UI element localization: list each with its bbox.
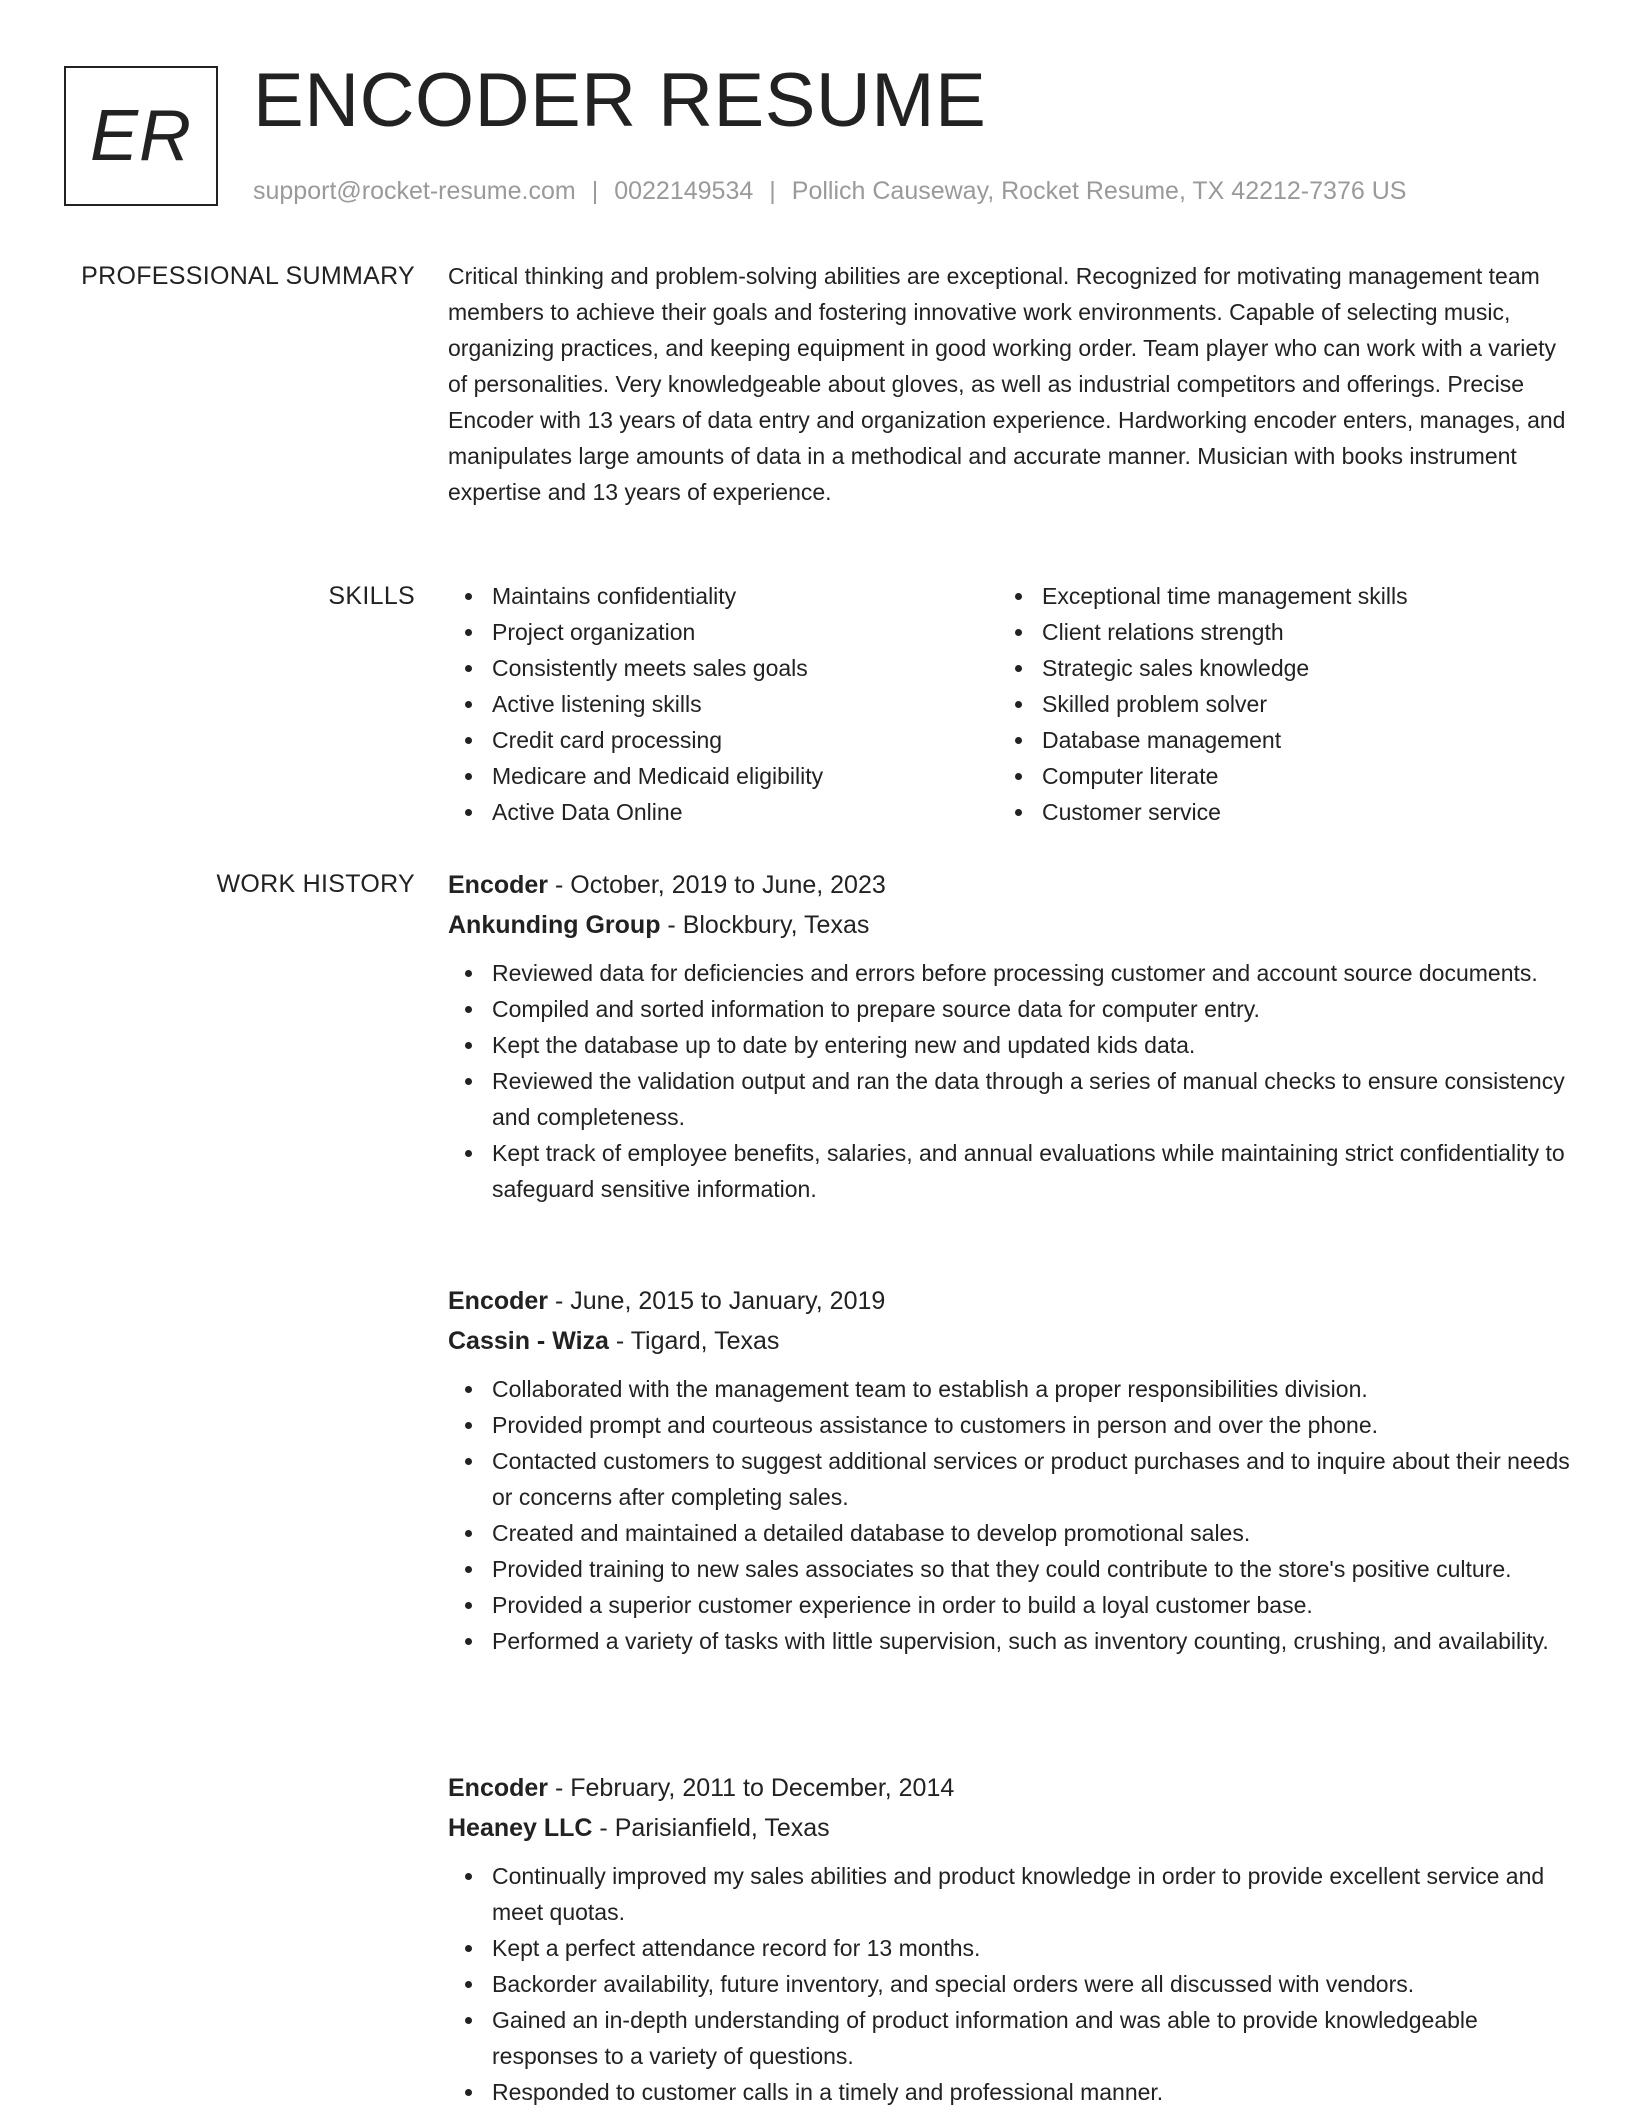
skill-item: Maintains confidentiality <box>492 578 998 614</box>
job-duty: Provided prompt and courteous assistance to customers in person and over the phone. <box>492 1407 1570 1443</box>
resume-name: ENCODER RESUME <box>253 58 987 143</box>
skill-item: Active Data Online <box>492 794 998 830</box>
job-role: Encoder <box>448 1287 549 1315</box>
job-company-line <box>448 1808 1570 1848</box>
section-title-skills: SKILLS <box>328 582 415 610</box>
contact-phone[interactable]: 0022149534 <box>614 177 754 205</box>
job-duty: Reviewed the validation output and ran the data through a series of manual checks to ensure consistency and completeness. <box>492 1063 1570 1135</box>
job-company: Cassin - Wiza <box>448 1327 609 1355</box>
section-title-work-history: WORK HISTORY <box>216 870 415 898</box>
job-company-line <box>448 905 1570 945</box>
skill-item: Client relations strength <box>1042 614 1548 650</box>
skills-columns <box>448 578 1570 830</box>
job-role-line <box>448 865 1570 905</box>
skill-item: Credit card processing <box>492 722 998 758</box>
job-location: Blockbury, Texas <box>682 911 870 939</box>
job-duty: Compiled and sorted information to prepare source data for computer entry. <box>492 991 1570 1027</box>
job-duty: Responded to customer calls in a timely and professional manner. <box>492 2074 1570 2110</box>
contact-email[interactable]: support@rocket-resume.com <box>253 177 576 205</box>
job-duty: Created and maintained a detailed database to develop promotional sales. <box>492 1515 1570 1551</box>
contact-address: Pollich Causeway, Rocket Resume, TX 42212-7376 US <box>791 177 1407 205</box>
job-duty: Performed a variety of tasks with little supervision, such as inventory counting, crushing, and availability. <box>492 1623 1570 1659</box>
skill-item: Database management <box>1042 722 1548 758</box>
job-location: Tigard, Texas <box>630 1327 780 1355</box>
job-duties-list <box>448 955 1570 1207</box>
job-location: Parisianfield, Texas <box>614 1814 830 1842</box>
dash-separator: - <box>548 871 571 899</box>
skills-list-left <box>448 578 998 830</box>
contact-line <box>253 174 1406 208</box>
contact-separator: | <box>769 177 776 205</box>
job-duties-list <box>448 1858 1570 2110</box>
dash-separator: - <box>608 1327 631 1355</box>
job-entry <box>448 1768 1570 2110</box>
skill-item: Project organization <box>492 614 998 650</box>
skill-item: Skilled problem solver <box>1042 686 1548 722</box>
monogram-initials: ER <box>89 96 193 176</box>
job-duty: Collaborated with the management team to establish a proper responsibilities division. <box>492 1371 1570 1407</box>
job-duty: Kept the database up to date by entering new and updated kids data. <box>492 1027 1570 1063</box>
job-duty: Reviewed data for deficiencies and errors before processing customer and account source documents. <box>492 955 1570 991</box>
job-duty: Provided a superior customer experience in order to build a loyal customer base. <box>492 1587 1570 1623</box>
job-duty: Continually improved my sales abilities and product knowledge in order to provide excellent service and meet quotas. <box>492 1858 1570 1930</box>
job-dates: June, 2015 to January, 2019 <box>570 1287 886 1315</box>
job-duty: Kept track of employee benefits, salaries, and annual evaluations while maintaining strict confidentiality to safeguard sensitive information. <box>492 1135 1570 1207</box>
job-duties-list <box>448 1371 1570 1659</box>
skill-item: Exceptional time management skills <box>1042 578 1548 614</box>
skill-item: Medicare and Medicaid eligibility <box>492 758 998 794</box>
skill-item: Consistently meets sales goals <box>492 650 998 686</box>
job-role-line <box>448 1281 1570 1321</box>
job-duty: Provided training to new sales associates so that they could contribute to the store's positive culture. <box>492 1551 1570 1587</box>
skill-item: Active listening skills <box>492 686 998 722</box>
skills-column-left <box>448 578 998 830</box>
monogram-box <box>64 66 218 206</box>
contact-separator: | <box>591 177 599 205</box>
job-duty: Kept a perfect attendance record for 13 months. <box>492 1930 1570 1966</box>
dash-separator: - <box>660 911 683 939</box>
summary-body <box>448 258 1570 510</box>
job-role: Encoder <box>448 871 549 899</box>
skills-list-right <box>998 578 1548 830</box>
job-company-line <box>448 1321 1570 1361</box>
skill-item: Computer literate <box>1042 758 1548 794</box>
job-entry <box>448 1281 1570 1659</box>
job-company: Heaney LLC <box>448 1814 593 1842</box>
job-role: Encoder <box>448 1774 549 1802</box>
job-duty: Contacted customers to suggest additional services or product purchases and to inquire about their needs or concerns after completing sales. <box>492 1443 1570 1515</box>
skill-item: Customer service <box>1042 794 1548 830</box>
summary-text: Critical thinking and problem-solving abilities are exceptional. Recognized for motivating management team members to achieve their goals and fostering innovative work environments. Capable of selecting music, organizing practices, and keeping equipment in good working order. Team player who can work with a variety of personalities. Very knowledgeable about gloves, as well as industrial competitors and offerings. Precise Encoder with 13 years of data entry and organization experience. Hardworking encoder enters, manages, and manipulates large amounts of data in a methodical and accurate manner. Musician with books instrument expertise and 13 years of experience. <box>448 263 1566 505</box>
job-dates: October, 2019 to June, 2023 <box>570 871 886 899</box>
job-entry <box>448 865 1570 1207</box>
skills-column-right <box>998 578 1548 830</box>
job-duty: Backorder availability, future inventory, and special orders were all discussed with vendors. <box>492 1966 1570 2002</box>
job-duty: Gained an in-depth understanding of product information and was able to provide knowledgeable responses to a variety of questions. <box>492 2002 1570 2074</box>
dash-separator: - <box>548 1774 571 1802</box>
skill-item: Strategic sales knowledge <box>1042 650 1548 686</box>
job-role-line <box>448 1768 1570 1808</box>
section-title-summary: PROFESSIONAL SUMMARY <box>81 262 415 290</box>
dash-separator: - <box>592 1814 615 1842</box>
job-company: Ankunding Group <box>448 911 661 939</box>
job-dates: February, 2011 to December, 2014 <box>570 1774 955 1802</box>
dash-separator: - <box>548 1287 571 1315</box>
